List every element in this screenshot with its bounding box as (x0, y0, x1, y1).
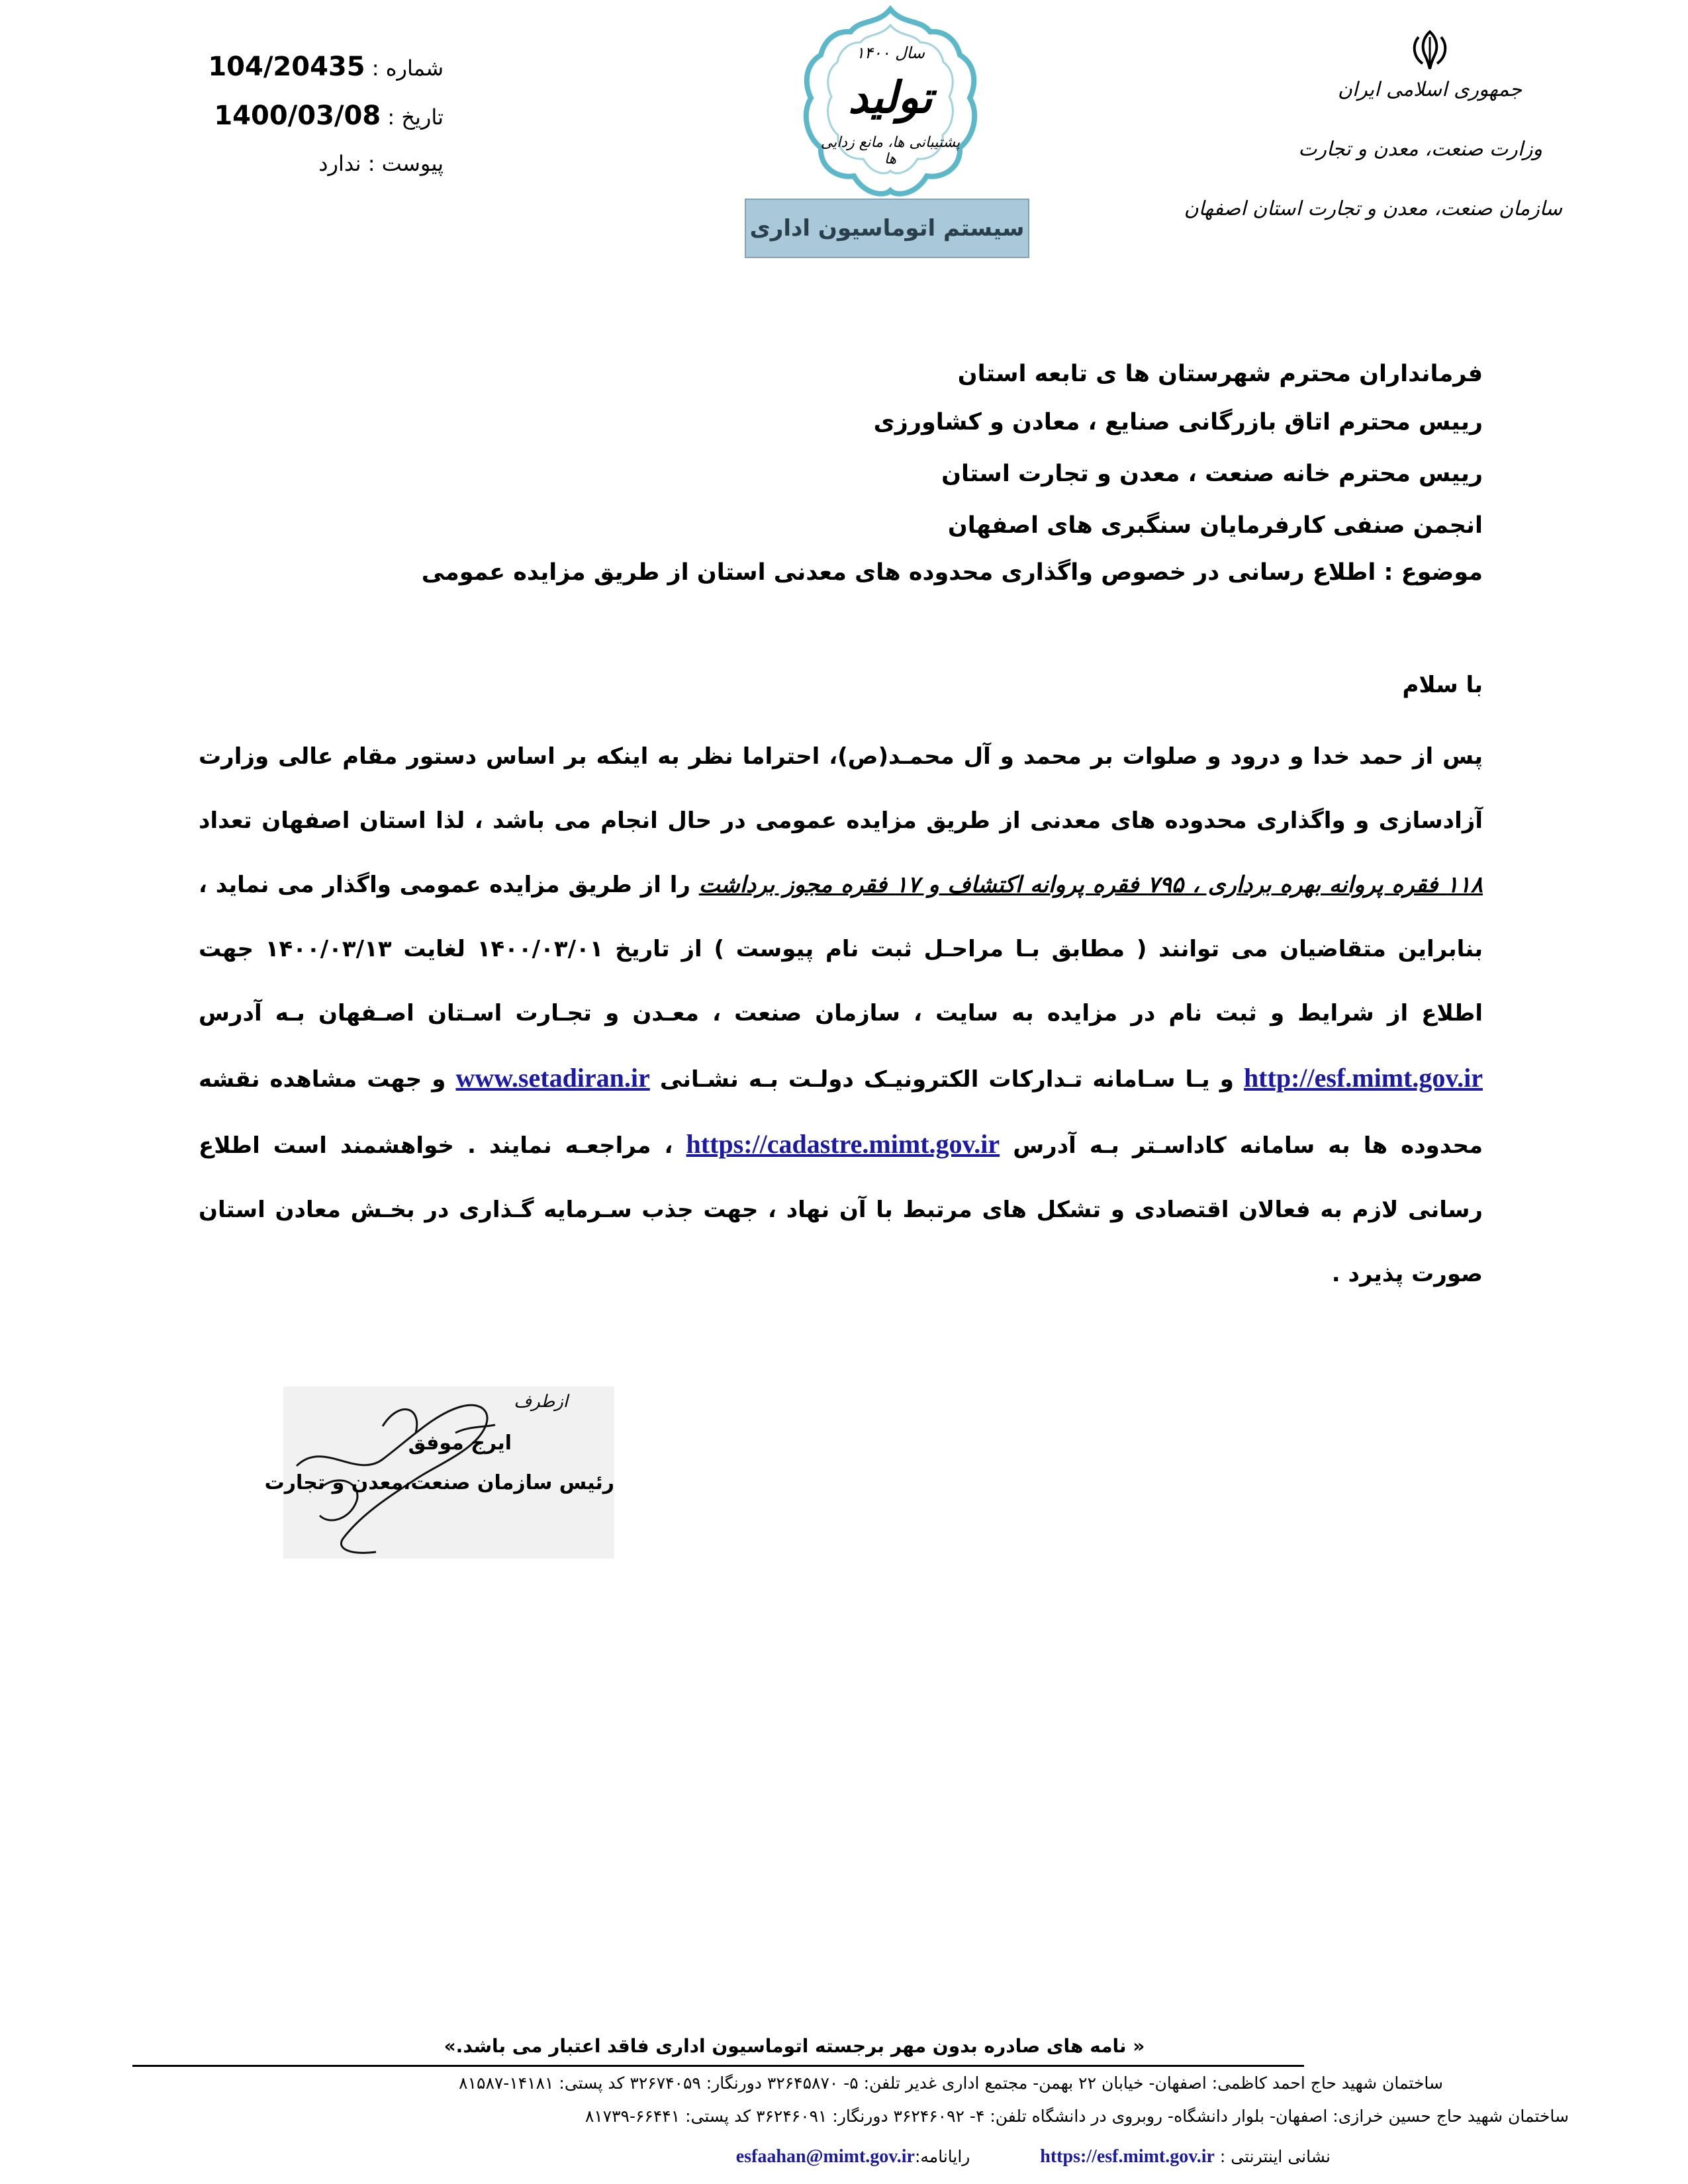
footer-email-label: رایانامه: (914, 2147, 970, 2166)
letter-subject: موضوع : اطلاع رسانی در خصوص واگذاری محدوده های معدنی استان از طریق مزایده عمومی (421, 559, 1483, 586)
letter-number (208, 52, 444, 82)
iran-emblem-icon (1407, 28, 1453, 74)
signature-from: ازطرف (514, 1392, 568, 1412)
recipient-line: انجمن صنفی کارفرمایان سنگبری های اصفهان (947, 512, 1483, 539)
logo-year: سال ۱۴۰۰ (855, 44, 925, 62)
ministry-line-country: جمهوری اسلامی ایران (1337, 78, 1523, 101)
letter-attachment: پیوست : ندارد (318, 151, 444, 176)
signatory-name: ایرج موفق (408, 1432, 512, 1455)
recipient-line: رییس محترم خانه صنعت ، معدن و تجارت استان (941, 461, 1483, 487)
year-slogan-logo (788, 5, 993, 204)
letter-date (214, 101, 444, 131)
letter-date-label: تاریخ : (387, 105, 444, 130)
body-text: را از طریق مزایده عمومی واگذار می نماید ، بنابراین متقاضیان می توانند ( مطابق بـا مراحـل ثبت نام پیوست ) از تاریخ ۱۴۰۰/۰۳/۰۱ لغایت ۱۴۰۰/۰۳/۱۳ جهت اطلاع از شرایط و ثبت نام در مزایده به سایت ، سازمان صنعت ، معـدن و تجـارت اسـتان اصـفهان بـه آدرس (199, 872, 1483, 1026)
recipient-line: رییس محترم اتاق بازرگانی صنایع ، معادن و کشاورزی (873, 409, 1483, 435)
body-text: پس از حمد خدا و درود و صلوات بر محمد و آل محمـد(ص)، احتراما نظر به اینکه بر اساس دستور مقام عالی وزارت آزادسازی و واگذاری محدوده های معدنی از طریق مزایده عمومی در حال انجام می باشد ، لذا استان اصفهان تعداد (199, 743, 1483, 834)
footer-email-link[interactable]: esfaahan@mimt.gov.ir (735, 2146, 915, 2167)
letter-number-value: 104/20435 (208, 52, 365, 82)
footer-divider (132, 2065, 1304, 2067)
footer-site-link[interactable]: https://esf.mimt.gov.ir (1040, 2146, 1215, 2167)
logo-word: تولید (848, 71, 933, 123)
recipient-line: فرمانداران محترم شهرستان ها ی تابعه استان (957, 361, 1483, 387)
letter-body (199, 725, 1483, 1306)
footer-contact (736, 2146, 1331, 2167)
footer-address-kazemi: ساختمان شهید حاج احمد کاظمی: اصفهان- خیابان ۲۲ بهمن- مجتمع اداری غدیر تلفن: ۵- ۳۲۶۴۵۸۷۰ دورنگار: ۳۲۶۷۴۰۵۹ کد پستی: ۱۴۱۸۱-۸۱۵۸۷ (459, 2073, 1443, 2093)
greeting: با سلام (1402, 672, 1483, 698)
ministry-line-ministry: وزارت صنعت، معدن و تجارت (1298, 138, 1542, 161)
footer-address-kharazi: ساختمان شهید حاج حسین خرازی: اصفهان- بلوار دانشگاه- روبروی در دانشگاه تلفن: ۴- ۳۶۲۴۶۰۹۲ دورنگار: ۳۶۲۴۶۰۹۱ کد پستی: ۶۶۴۴۱-۸۱۷۳۹ (585, 2107, 1569, 2126)
body-text: ، مراجعـه نمایند . خواهشمند است اطلاع رسانی لازم به فعالان اقتصادی و تشکل های مرتبط با آن نهاد ، جهت جذب سـرمایه گـذاری در بخـش معادن استان صورت پذیرد . (199, 1132, 1483, 1287)
body-text: و جهت مشاهده نقشه محدوده ها به سامانه کاداسـتر بـه آدرس (199, 1066, 1483, 1159)
body-text: و یـا سـامانه تـدارکات الکترونیـک دولـت بـه نشـانی (649, 1066, 1244, 1093)
logo-slogan: پشتیبانی ها، مانع زدایی ها (820, 134, 961, 167)
body-highlight: ۱۱۸ فقره پروانه بهره برداری ، ۷۹۵ فقره پروانه اکتشاف و ۱۷ فقره مجوز برداشت (698, 872, 1483, 898)
link-esf-mimt[interactable]: http://esf.mimt.gov.ir (1243, 1063, 1483, 1093)
link-setadiran[interactable]: www.setadiran.ir (455, 1063, 650, 1093)
letter-number-label: شماره : (371, 56, 444, 81)
system-label: سیستم اتوماسیون اداری (745, 199, 1029, 258)
letter-date-value: 1400/03/08 (214, 101, 381, 131)
ministry-line-organization: سازمان صنعت، معدن و تجارت استان اصفهان (1184, 197, 1562, 220)
footer-site-label: نشانی اینترنتی : (1219, 2147, 1331, 2166)
signatory-title: رئیس سازمان صنعت،معدن و تجارت (264, 1471, 614, 1494)
footer-validity-note: « نامه های صادره بدون مهر برجسته اتوماسیون اداری فاقد اعتبار می باشد.» (444, 2035, 1145, 2057)
link-cadastre[interactable]: https://cadastre.mimt.gov.ir (686, 1129, 1000, 1159)
signature-block (264, 1387, 614, 1559)
